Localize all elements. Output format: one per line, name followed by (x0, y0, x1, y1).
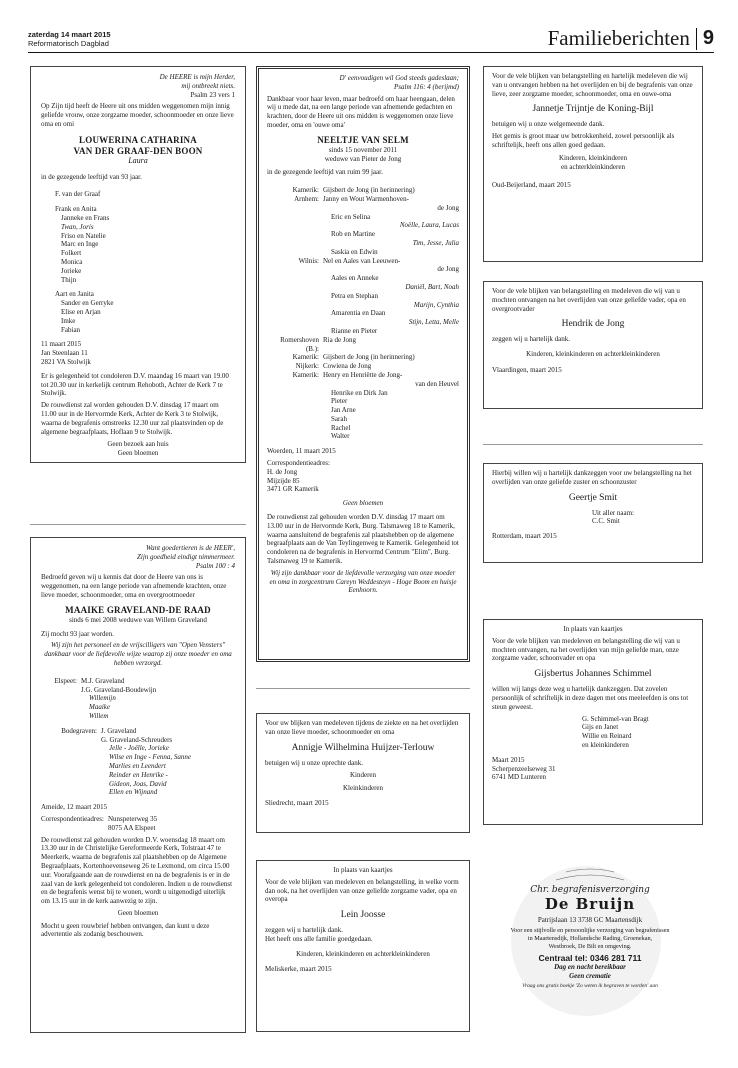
family-row (267, 301, 459, 310)
intro-text: Hierbij willen wij u hartelijk dankzeggen voor uw belangstelling na het overlijden van onze geliefde zuster en schoonzuster (492, 469, 692, 486)
family-member: Jelle - Joëlle, Jorieke (109, 744, 169, 753)
signature: Kleinkinderen (342, 784, 384, 793)
family-member: Gideon, Joas, David (109, 779, 167, 788)
thanks-text: betuigen wij u onze oprechte dank. (265, 758, 363, 767)
family-row (267, 353, 459, 362)
family-member: Henry en Henriëtte de Jong- (323, 370, 403, 379)
family-member: Folkert (61, 249, 82, 258)
family-place (267, 380, 323, 389)
family-row (267, 195, 459, 204)
column-rule (483, 444, 703, 445)
verse-ref: Psalm 100 : 4 (195, 561, 235, 570)
signature: Kinderen, kleinkinderen en achterkleinkinderen (526, 350, 660, 359)
family-member: Noëlle, Laura, Lucas (399, 221, 459, 230)
family-row (267, 406, 459, 415)
signature: Gijs en Janet (582, 723, 619, 732)
family-member: Marc en Inge (61, 240, 99, 249)
family-row (267, 213, 459, 222)
verse-ref: Psalm 116: 4 (berijmd) (394, 82, 459, 91)
signature: C.C. Smit (592, 517, 620, 526)
family-place: Arnhem: (294, 194, 319, 203)
signature: Uit aller naam: (592, 508, 634, 517)
family-place: Elspeet: (54, 676, 77, 685)
address-street: Jan Steenlaan 11 (41, 349, 88, 358)
family-block (41, 677, 235, 721)
family-member: Aart en Janita (55, 290, 94, 299)
body-text: willen wij langs deze weg u hartelijk dankzeggen. Dat zovelen persoonlijk of schriftelijk in deze dagen met ons meeleefden is ons tot steun geweest. (492, 685, 689, 711)
family-place (267, 292, 323, 301)
family-place (267, 397, 323, 406)
family-place: Nijkerk: (295, 362, 319, 371)
arc-text-top (476, 868, 704, 886)
family-member: Rianne en Pieter (331, 326, 378, 335)
family-row (267, 432, 459, 441)
family-member: Marlies en Leendert (109, 761, 166, 770)
corr-line: 8075 AA Elspeet (107, 823, 156, 832)
family-member: Willem (89, 711, 109, 720)
family-place (267, 221, 323, 230)
family-place (267, 318, 323, 327)
family-place: Bodegraven: (61, 726, 97, 735)
family-place: Kamerik: (292, 186, 319, 195)
page-header-left (28, 30, 111, 48)
family-place: Kamerik: (292, 370, 319, 379)
family-member: Gijsbert de Jong (in herinnering) (323, 186, 415, 195)
corr-line: H. de Jong (267, 467, 298, 476)
family-row (267, 204, 459, 213)
deceased-name: Annigje Wilhelmina Huijzer-Terlouw (291, 742, 435, 753)
signature: Kinderen, kleinkinderen en achterkleinkinderen (296, 949, 430, 958)
family-member: J. Graveland (101, 726, 137, 735)
verse-line: Want goedertieren is de HEER', (145, 544, 235, 552)
family-member: Ellen en Wijnand (109, 788, 158, 797)
ad-gijsbertus (483, 619, 703, 825)
family-place: Romershoven (B.): (280, 335, 319, 353)
intro-text: Bedroefd geven wij u kennis dat door de Heere van ons is weggenomen, na een lange periode van afnemende krachten, onze lieve moeder, schoonmoeder, oma en overgrootmoeder (41, 573, 227, 599)
motto: Vraag ons gratis boekje 'Zo weten ik begraven te worden' aan (522, 983, 658, 989)
age-text: in de gezegende leeftijd van 93 jaar. (41, 172, 142, 181)
date-text: Ameide, 12 maart 2015 (41, 803, 108, 812)
family-member: Ria de Jong (323, 335, 357, 344)
body-text: Het gemis is groot maar uw betrokkenheid, zowel persoonlijk als schriftelijk, heeft ons allen goed gedaan. (492, 132, 675, 149)
date-text: 11 maart 2015 (41, 340, 82, 349)
no-cremation: Geen crematie (569, 972, 611, 980)
family-row (267, 424, 459, 433)
no-flowers: Geen bloemen (117, 908, 159, 917)
family-member: Marijn, Cynthia (413, 300, 459, 309)
family-place (267, 274, 323, 283)
verse-line: D' eenvoudigen wil God steeds gadeslaan; (339, 74, 459, 82)
family-member: Jan Arne (331, 406, 356, 415)
service-text: De rouwdienst zal gehouden worden D.V. dinsdag 17 maart om 13.00 uur in de Hervormde Kerk, Burg. Talsmaweg 18 te Kamerik, waarna aansluitend de begrafenis zal plaatshebben op de algemene begraafplaats aan de Van Teylingenweg te Kamerik. Gelegenheid tot condoleren na de begrafenis in Hervormd Centrum "Elim", Burg. Talsmaweg 19 te Kamerik. (267, 513, 459, 566)
corr-line: Nunspeterweg 35 (107, 814, 158, 823)
condole-text: Er is gelegenheid tot condoleren D.V. maandag 16 maart van 19.00 tot 20.30 uur in kerkelijk centrum Rehoboth, Achter de Kerk 7 te Stolwijk. (41, 371, 229, 398)
funeral-home-ad (476, 868, 704, 990)
family-member: Thijn (61, 275, 77, 284)
signature: en achterkleinkinderen (561, 162, 625, 171)
ad-annigje (256, 713, 470, 833)
family-place (267, 265, 323, 274)
family-member: Henrike en Dirk Jan (331, 388, 388, 397)
family-member: Fabian (61, 325, 81, 334)
family-member: de Jong (437, 265, 459, 274)
family-member: van den Heuvel (415, 379, 459, 388)
family-place (267, 248, 323, 257)
family-row (267, 265, 459, 274)
family-member: Aales en Anneke (331, 274, 379, 283)
deceased-name: Lein Joosse (340, 910, 386, 921)
description: in Maartensdijk, Hollandsche Rading, Groenekan, (527, 935, 653, 942)
intro-text: Voor de vele blijken van belangstelling en hartelijk medeleven die wij van u ontvangen hebben na het overlijden en bij de begrafenis van onze lieve, zeer zorgzame moeder, schoonmoeder, oma en ouwe-oma (492, 72, 693, 98)
family-row (267, 230, 459, 239)
note-text: Mocht u geen rouwbrief hebben ontvangen, dan kunt u deze advertentie als zodanig beschouwen. (41, 921, 210, 939)
family-row (267, 327, 459, 336)
family-member: Nel en Aales van Leeuwen- (323, 256, 401, 265)
family-member: Reinder en Henrike - (109, 770, 168, 779)
family-member: Janny en Wout Warmenhoven- (323, 194, 409, 203)
family-member: Imke (61, 316, 76, 325)
family-place (267, 327, 323, 336)
verse-line: mij ontbreekt niets. (181, 81, 235, 90)
signature: Willie en Reinard (582, 732, 632, 741)
family-row (267, 318, 459, 327)
family-member: Tim, Jesse, Julia (412, 238, 459, 247)
intro-text: Voor de vele blijken van medeleven en belangstelling, in welke vorm dan ook, na het overlijden van onze geliefde zorgzame vader, opa en overopa (265, 877, 459, 904)
ad-heading: In plaats van kaartjes (333, 866, 393, 874)
family-place (267, 239, 323, 248)
date-text: Maart 2015 (492, 755, 525, 764)
description: Voor een stijlvolle en persoonlijke verzorging van begrafenissen (510, 927, 670, 934)
ad-geertje (483, 463, 703, 563)
place-date: Vlaardingen, maart 2015 (492, 365, 562, 374)
family-member: Amarentia en Daan (331, 309, 386, 318)
ad-maaike (30, 537, 246, 1033)
brand-subtitle: Chr. begrafenisverzorging (530, 885, 650, 895)
family-row (267, 309, 459, 318)
family-member: M.J. Graveland (81, 676, 125, 685)
family-member: Twan, Joris (61, 222, 94, 231)
family-member: J.G. Graveland-Boudewijn (81, 685, 157, 694)
family-place (267, 283, 323, 292)
family-member: Wilse en Inge - Fenna, Sanne (109, 753, 192, 762)
family-member: Sander en Gerryke (61, 299, 114, 308)
ad-heading: In plaats van kaartjes (563, 625, 623, 633)
newspaper-name: Reformatorisch Dagblad (28, 39, 109, 48)
since-text: sinds 15 november 2011 (328, 145, 398, 154)
date-text: Woerden, 11 maart 2015 (267, 447, 336, 456)
family-member: Eric en Selina (331, 212, 371, 221)
correspondence (41, 815, 235, 833)
no-flowers: Geen bloemen (342, 499, 384, 508)
intro-text: Dankbaar voor haar leven, maar bedroefd om haar heengaan, delen wij u mede dat, na een lange periode van afnemende gedachten en krachten, door de Heere uit ons midden is weggenomen onze lieve moeder, oma en 'ouwe oma' (267, 94, 455, 129)
thanks-text: betuigen wij u onze welgemeende dank. (492, 120, 605, 129)
family-list (267, 186, 459, 441)
family-row (267, 415, 459, 424)
nickname: Laura (128, 155, 148, 165)
deceased-name: Jannetje Trijntje de Koning-Bijl (532, 104, 654, 115)
family-row (267, 292, 459, 301)
deceased-name: NEELTJE VAN SELM (317, 134, 409, 145)
verse-ref: Psalm 23 vers 1 (190, 90, 235, 99)
family-row (267, 257, 459, 266)
family-member: Friso en Natelie (61, 231, 106, 240)
family-member: Sarah (331, 414, 347, 423)
service-text: De rouwdienst zal gehouden worden D.V. woensdag 18 maart om 13.30 uur in de Christelijke Gereformeerde Kerk, Tolstraat 47 te Meerkerk, waarna de begrafenis zal plaatshebben op de Algemene Begraafplaats, Kortenhoevenseweg 26 te Lexmond, om circa 15.00 uur. Voorafgaande aan de rouwdienst en na de begrafenis is er in de zaal van de kerk gelegenheid tot condoleren. Indien u de rouwdienst en de begrafenis wenst bij te wonen, wordt u uitgenodigd uiterlijk om 13.15 uur in de kerk aanwezig te zijn. (41, 835, 233, 906)
intro-text: Op Zijn tijd heeft de Heere uit ons midden weggenomen mijn innig geliefde vrouw, onze zorgzame moeder, schoonmoeder en onze lieve oma en omi (41, 102, 234, 128)
family-member: Jorieke (61, 266, 82, 275)
address-street: Scherpenzeelseweg 31 (492, 764, 556, 773)
intro-text: Voor de vele blijken van belangstelling en medeleven die wij van u mochten ontvangen na het overlijden van onze geliefde vader, opa en overgrootvader (492, 287, 686, 313)
family-member: Rachel (331, 423, 351, 432)
signature: G. Schimmel-van Bragt (582, 714, 649, 723)
ad-neeltje (256, 66, 470, 662)
family-place (267, 415, 323, 424)
widow-text: weduwe van Pieter de Jong (324, 154, 402, 163)
verse-line: De HEERE is mijn Herder, (159, 73, 235, 81)
place-date: Sliedrecht, maart 2015 (265, 798, 329, 807)
thanks-text: zeggen wij u hartelijk dank. (492, 335, 570, 344)
family-place (267, 406, 323, 415)
column-rule (30, 524, 246, 525)
deceased-name: Geertje Smit (568, 492, 618, 503)
corr-line: Mijzijde 85 (267, 476, 300, 485)
family-member: Cowiena de Jong (323, 362, 372, 371)
family-row (267, 397, 459, 406)
address-city: 2821 VA Stolwijk (41, 357, 91, 366)
age-text: in de gezegende leeftijd van ruim 99 jaar. (267, 168, 383, 177)
availability: Dag en nacht bereikbaar (554, 963, 626, 971)
family-member: Petra en Stephan (331, 291, 379, 300)
no-visit: Geen bezoek aan huis (107, 440, 169, 449)
place-date: Rotterdam, maart 2015 (492, 532, 557, 541)
thanks-text: zeggen wij u hartelijk dank. (265, 926, 343, 935)
address-city: 6741 MD Lunteren (492, 773, 547, 782)
no-flowers: Geen bloemen (117, 449, 159, 458)
widow-text: sinds 6 mei 2008 weduwe van Willem Graveland (69, 615, 207, 624)
place-date: Meliskerke, maart 2015 (265, 964, 332, 973)
family-row (267, 248, 459, 257)
family-place (267, 213, 323, 222)
family-place (267, 301, 323, 310)
family-row (267, 336, 459, 354)
page-header-right (548, 26, 714, 50)
deceased-name: MAAIKE GRAVELAND-DE RAAD (65, 604, 211, 615)
family-row (267, 274, 459, 283)
family-place (267, 424, 323, 433)
family-place (267, 204, 323, 213)
family-member: Janneke en Frans (61, 213, 110, 222)
family-member: Maaike (89, 703, 110, 712)
family-row (267, 380, 459, 389)
family-place (267, 389, 323, 398)
family-member: Stijn, Letta, Melle (408, 318, 459, 327)
ad-hendrik (483, 281, 703, 409)
thanks-text: Wij zijn het personeel en de vrijscilligers van "Open Vensters" dankbaar voor de liefdevolle wijze waarop zij onze moeder en oma hebben verzorgd. (44, 641, 232, 667)
family-row (267, 221, 459, 230)
family-place (267, 309, 323, 318)
place-date: Oud-Beijerland, maart 2015 (492, 181, 571, 190)
deceased-name: Gijsbertus Johannes Schimmel (534, 669, 652, 680)
family-row (267, 371, 459, 380)
service-text: De rouwdienst zal worden gehouden D.V. dinsdag 17 maart om 11.00 uur in de Hervormde Kerk, Achter de Kerk 3 te Stolwijk, waarna de begrafenis omstreeks 12.30 uur zal plaatsvinden op de algemene begraafplaats, Hoflaan 9 te Stolwijk. (41, 401, 224, 436)
family-list (101, 727, 191, 797)
family-member: Rob en Martine (331, 230, 375, 239)
page-number: 9 (702, 27, 714, 49)
column-rule (256, 688, 470, 689)
deceased-name: LOUWERINA CATHARINA (79, 134, 197, 145)
deceased-name: Hendrik de Jong (561, 319, 625, 330)
signature-block (492, 715, 694, 750)
family-member: Saskia en Edwin (331, 247, 378, 256)
family-member: Gijsbert de Jong (in herinnering) (323, 353, 415, 362)
header-rule (28, 52, 714, 53)
family-row (267, 283, 459, 292)
signature: Kinderen (349, 771, 377, 780)
thanks-text: Het heeft ons alle familie goedgedaan. (265, 934, 373, 943)
corr-label: Correspondentieadres: (41, 814, 104, 823)
ad-louwerina (30, 66, 246, 463)
description: Westbroek, De Bilt en omgeving. (548, 943, 632, 950)
family-member: Frank en Anita (55, 205, 97, 214)
family-place (267, 230, 323, 239)
verse-line: Zijn goedheid eindigt nimmermeer. (137, 552, 235, 561)
family-block (41, 727, 235, 797)
family-row (267, 362, 459, 371)
family-row (267, 389, 459, 398)
signature: Kinderen, kleinkinderen (558, 153, 628, 162)
age-text: Zij mocht 93 jaar worden. (41, 629, 114, 638)
family-row (267, 239, 459, 248)
ad-lein-joosse (256, 860, 470, 1032)
family-member: de Jong (437, 203, 459, 212)
signature: en kleinkinderen (582, 740, 629, 749)
corr-line: 3471 GR Kamerik (267, 485, 319, 494)
address: Patrijslaan 13 3738 GC Maartensdijk (537, 916, 643, 924)
corr-label: Correspondentieadres: (267, 459, 330, 468)
family-member: F. van der Graaf (55, 190, 101, 199)
ad-jannetje (483, 66, 703, 262)
intro-text: Voor de vele blijken van medeleven en belangstelling die wij van u mochten ontvangen, na het overlijden van mijn geliefde man, onze zorgzame vader, schoonvader en opa (492, 636, 680, 663)
family-row (267, 186, 459, 195)
phone-number: Centraal tel: 0346 281 711 (538, 953, 642, 963)
family-place: Wilnis: (298, 256, 319, 265)
family-list (41, 190, 235, 334)
family-place (267, 432, 323, 441)
family-place: Kamerik: (292, 353, 319, 362)
deceased-name: VAN DER GRAAF-DEN BOON (73, 145, 203, 156)
issue-date: zaterdag 14 maart 2015 (28, 30, 111, 39)
family-member: Daniël, Bart, Noah (405, 282, 459, 291)
thanks-text: Wij zijn dankbaar voor de liefdevolle verzorging van onze moeder en oma in zorgcentrum Careyn Weddesteyn - Hoge Boom en huisje Eenhoorn. (269, 568, 457, 595)
family-member: Willemijn (89, 694, 116, 703)
family-member: Elise en Arjan (61, 307, 101, 316)
family-list (81, 677, 156, 721)
brand-name: De Bruijn (544, 895, 636, 913)
intro-text: Voor uw blijken van medeleven tijdens de ziekte en na het overlijden van onze lieve moeder, schoonmoeder en oma (265, 719, 459, 736)
family-member: Monica (61, 257, 83, 266)
section-title: Familieberichten (547, 26, 690, 50)
family-member: G. Graveland-Schreuders (101, 735, 173, 744)
family-member: Pieter (331, 397, 348, 406)
family-member: Walter (331, 432, 350, 441)
